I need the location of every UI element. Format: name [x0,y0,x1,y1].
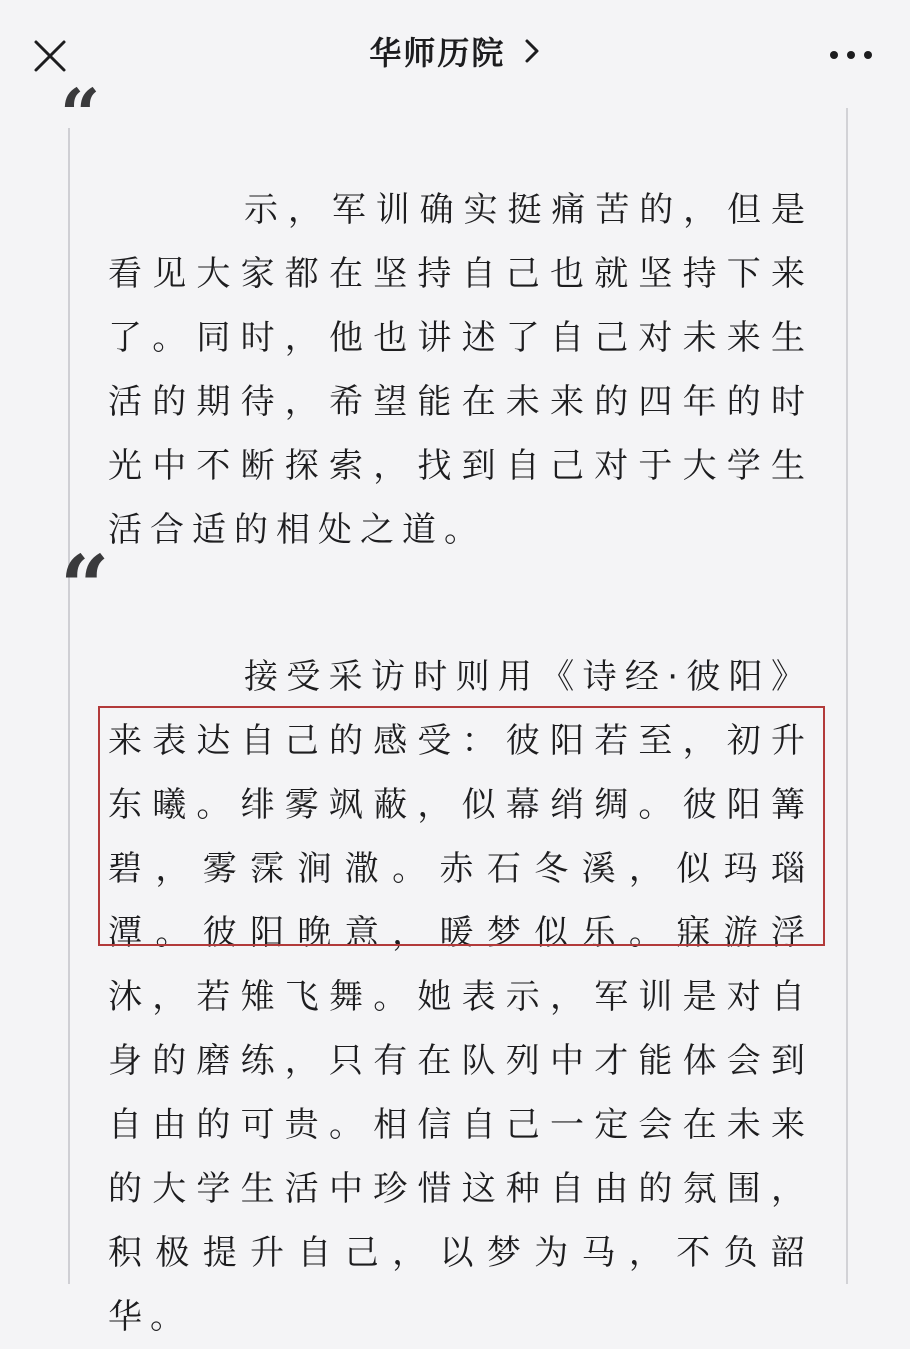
quote-open-icon: “ [60,73,101,156]
chevron-right-icon [523,37,541,65]
more-icon [826,40,876,70]
quote-border-line [68,128,70,1284]
top-navigation-bar [0,0,910,108]
quote-open-icon: “ [60,537,110,638]
article-paragraph: 示，军训确实挺痛苦的，但是看见大家都在坚持自己也就坚持下来了。同时，他也讲述了自己对未来生活的期待，希望能在未来的四年的时光中不断探索，找到自己对于大学生活合适的相处之道。 [108,190,813,550]
page-title: 华师历院 [369,34,506,72]
article-paragraph: 接受采访时则用《诗经·彼阳》来表达自己的感受：彼阳若至，初升东曦。绯雾飒蔽，似幕绡绸。彼阳篝碧，雾霂涧潵。赤石冬溪，似玛瑙潭。彼阳晚意，暖梦似乐。寐游浮沐，若雉飞舞。她表示，军训是对自身的磨练，只有在队列中才能体会到自由的可贵。相信自己一定会在未来的大学生活中珍惜这种自由的氛围，积极提升自己，以梦为马，不负韶华。 [108,657,813,1337]
content-right-border [846,108,848,1284]
account-title-link[interactable] [0,28,910,74]
more-options-button[interactable] [826,40,876,70]
highlight-annotation-box [98,706,825,946]
